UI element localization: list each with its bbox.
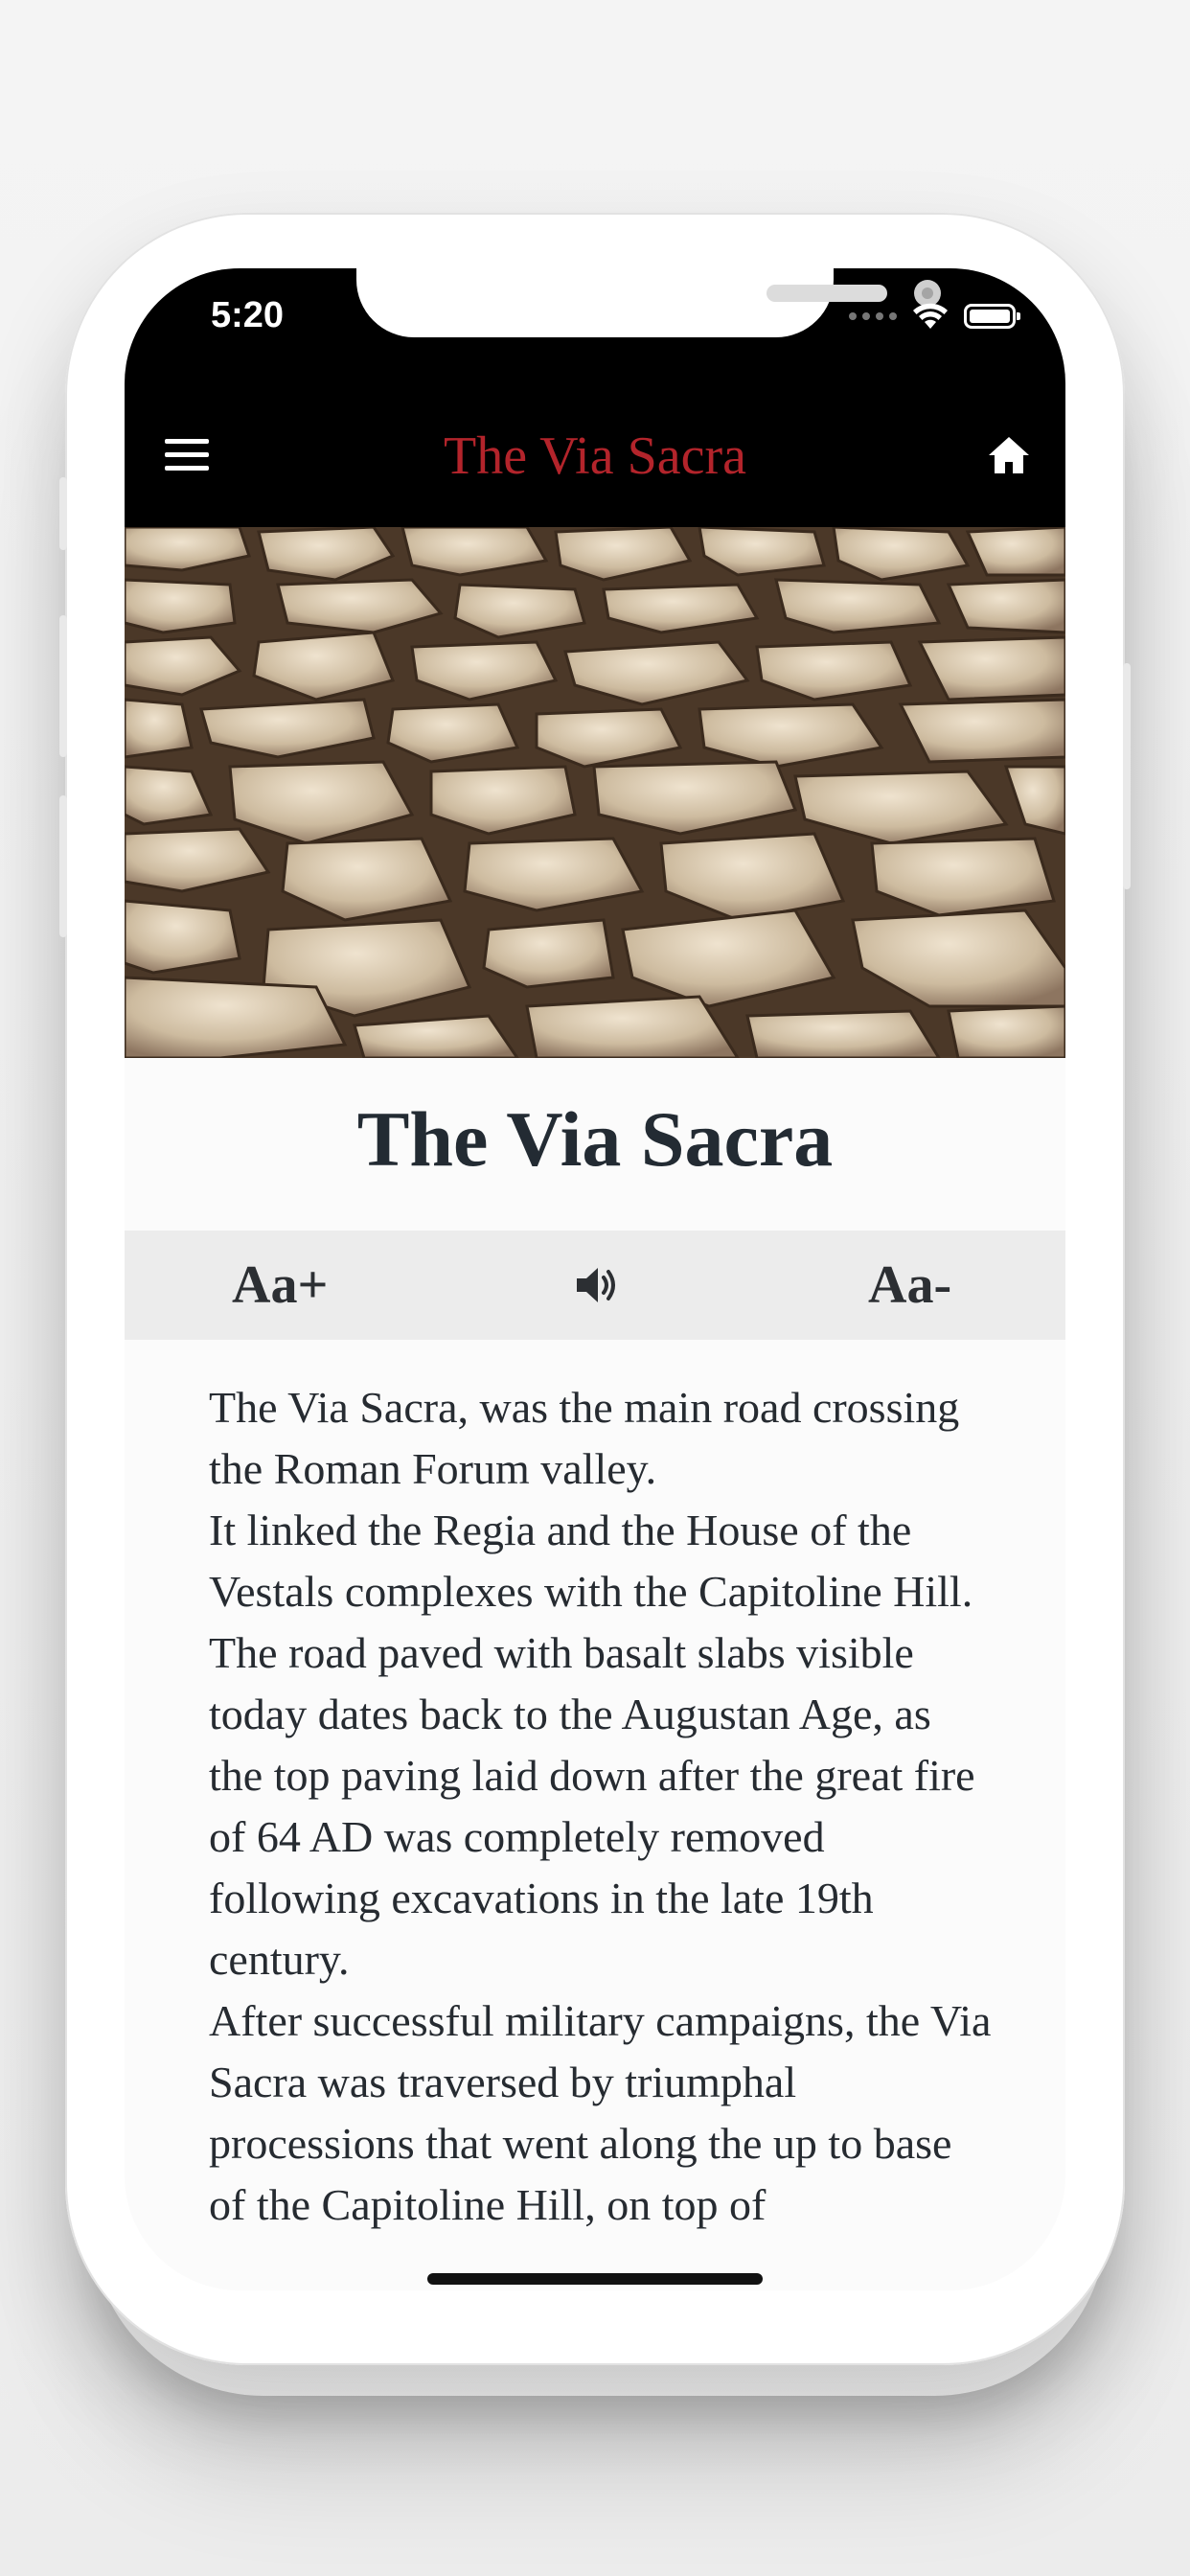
article-paragraph: The Via Sacra, was the main road crossing the Roman Forum valley. <box>209 1383 960 1493</box>
volume-up-button <box>59 615 67 757</box>
volume-down-button <box>59 795 67 937</box>
article-paragraph: It linked the Regia and the House of the Vestals complexes with the Capitoline Hill. <box>209 1506 973 1616</box>
power-button <box>1123 663 1131 889</box>
status-icons <box>849 299 1016 334</box>
article-paragraph: After successful military campaigns, the Via Sacra was traversed by triumphal processions that went along the up to base of the Capitoline Hill, on top of <box>209 1996 992 2229</box>
decrease-font-button[interactable]: Aa- <box>868 1255 952 1315</box>
speaker-icon[interactable] <box>571 1261 619 1309</box>
battery-icon <box>964 304 1016 329</box>
article-body <box>209 1377 995 2236</box>
hero-image <box>125 527 1065 1058</box>
wifi-icon <box>912 302 949 331</box>
page-title: The Via Sacra <box>356 1095 834 1183</box>
title-area <box>125 1058 1065 1230</box>
home-indicator[interactable] <box>427 2273 763 2285</box>
increase-font-button[interactable]: Aa+ <box>232 1255 329 1315</box>
article-paragraph: The road paved with basalt slabs visible today dates back to the Augustan Age, as the top paving laid down after the great fire of 64 AD was completely removed following excavations in the late 19th century. <box>209 1628 975 1984</box>
signal-icon <box>849 312 897 320</box>
top-bar <box>125 268 1065 527</box>
navigation-bar <box>125 412 1065 508</box>
nav-title: The Via Sacra <box>444 426 746 486</box>
home-icon[interactable] <box>985 431 1033 479</box>
silent-switch <box>59 477 67 550</box>
phone-screen <box>125 268 1065 2290</box>
notch <box>356 268 834 337</box>
reader-toolbar <box>125 1230 1065 1340</box>
status-time: 5:20 <box>211 295 285 335</box>
